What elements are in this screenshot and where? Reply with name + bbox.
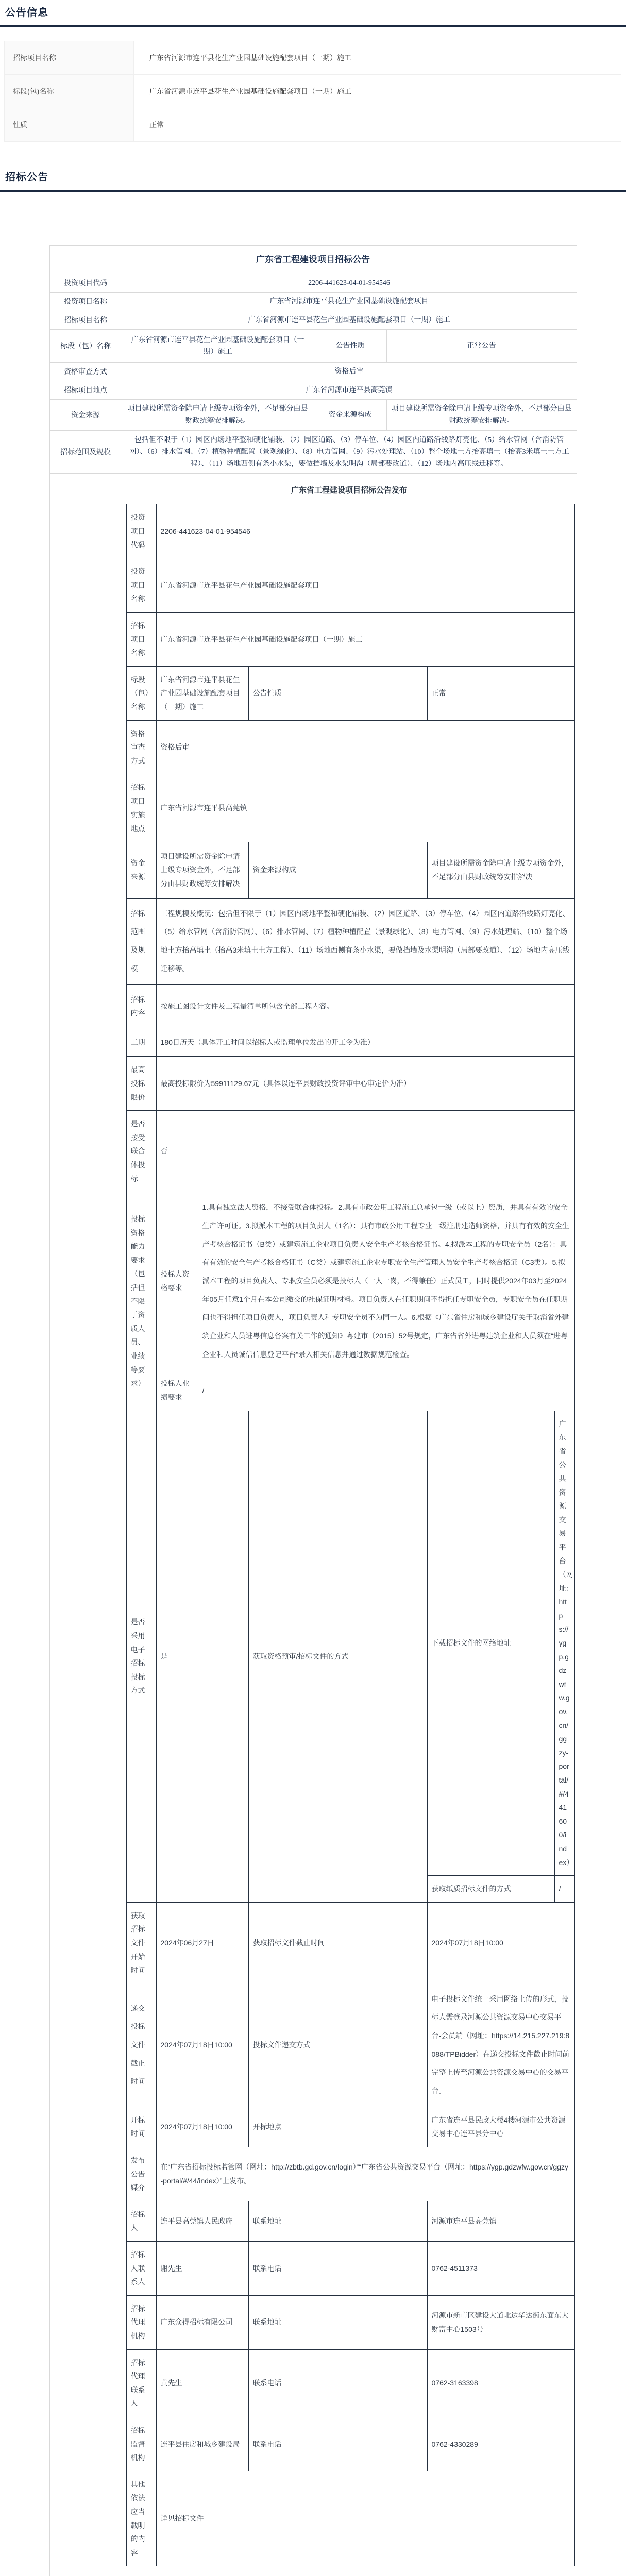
- field-label: 发布公告媒介: [126, 2147, 156, 2201]
- field-label: 递交投标文件截止时间: [126, 1984, 156, 2107]
- table-row: [126, 1028, 574, 1057]
- field-value: 正常公告: [386, 330, 577, 363]
- field-label: [49, 473, 122, 2576]
- doc-access-nested-table: [428, 1411, 574, 1902]
- field-value: 否: [156, 1111, 574, 1192]
- field-value: 项目建设所需资金除申请上级专项资金外，不足部分由县财政统筹安排解决。: [386, 400, 577, 430]
- table-row: [126, 1984, 574, 2107]
- field-label: 获取资格预审/招标文件的方式: [248, 1411, 427, 1902]
- field-label: 招标代理机构: [126, 2295, 156, 2349]
- table-row: [49, 246, 577, 274]
- field-value: 是: [156, 1411, 248, 1902]
- field-label: 招标项目名称: [5, 41, 134, 75]
- published-notice-title: 广东省工程建设项目招标公告发布: [291, 485, 407, 495]
- field-value: 连平县住房和城乡建设局: [156, 2417, 248, 2471]
- published-notice-table: [126, 504, 575, 2566]
- field-value: 项目建设所需资金除申请上级专项资金外，不足部分由县财政统筹安排解决。: [122, 400, 314, 430]
- field-label: 其他依法应当载明的内容: [126, 2471, 156, 2566]
- qualification-requirements-cell: [156, 1192, 574, 1411]
- field-label: 资格审查方式: [126, 720, 156, 774]
- table-row: [126, 666, 574, 720]
- field-label: 投资项目名称: [49, 293, 122, 311]
- field-value: 正常: [427, 666, 574, 720]
- notice-section-heading: 招标公告: [5, 172, 48, 183]
- field-label: 投标人资格要求: [157, 1192, 198, 1370]
- field-label: 投标人业绩要求: [157, 1370, 198, 1411]
- field-label: 标段（包）名称: [49, 330, 122, 363]
- field-label: 招标项目名称: [49, 311, 122, 330]
- field-label: 投资项目代码: [49, 274, 122, 293]
- field-label: 资金来源: [49, 400, 122, 430]
- table-row: [157, 1192, 574, 1370]
- field-value: 2024年07月18日10:00: [156, 2107, 248, 2147]
- info-section-heading: 公告信息: [5, 7, 48, 19]
- field-label: 联系电话: [248, 2349, 427, 2417]
- field-value: 连平县高莞镇人民政府: [156, 2201, 248, 2241]
- section-divider: [0, 190, 626, 192]
- notice-title: 广东省工程建设项目招标公告: [49, 246, 577, 274]
- table-row: [428, 1411, 574, 1876]
- field-label: 联系电话: [248, 2417, 427, 2471]
- field-label: 下载招标文件的网络地址: [428, 1411, 555, 1876]
- qualification-nested-table: [157, 1192, 574, 1410]
- field-label: 是否接受联合体投标: [126, 1111, 156, 1192]
- field-value: 谢先生: [156, 2242, 248, 2296]
- table-row: [49, 330, 577, 363]
- field-label: 招标人联系人: [126, 2242, 156, 2296]
- field-value: 正常: [134, 108, 621, 142]
- field-value: 2024年07月18日10:00: [156, 1984, 248, 2107]
- table-row: [49, 430, 577, 473]
- table-row: [126, 2107, 574, 2147]
- field-label: 招标项目地点: [49, 381, 122, 400]
- field-value: 黄先生: [156, 2349, 248, 2417]
- field-label: 联系地址: [248, 2201, 427, 2241]
- field-label: 资金来源构成: [314, 400, 386, 430]
- table-row: [49, 293, 577, 311]
- field-label: 工期: [126, 1028, 156, 1057]
- field-value: 广东省河源市连平县花生产业园基础设施配套项目（一期）施工: [122, 311, 577, 330]
- table-row: [49, 400, 577, 430]
- table-row: [126, 1057, 574, 1111]
- field-value: 项目建设所需资金除申请上级专项资金外，不足部分由县财政统筹安排解决: [427, 842, 574, 898]
- field-value: 2206-441623-04-01-954546: [122, 274, 577, 293]
- field-label: 获取纸质招标文件的方式: [428, 1876, 555, 1902]
- table-row: [126, 774, 574, 842]
- field-value: 资格后审: [122, 363, 577, 381]
- table-row: [428, 1876, 574, 1902]
- table-row: [126, 2471, 574, 2566]
- field-value: /: [198, 1370, 574, 1411]
- field-label: 获取招标文件开始时间: [126, 1902, 156, 1984]
- table-row: [49, 311, 577, 330]
- announcement-info-table: [4, 41, 621, 142]
- field-value: 180日历天（具体开工时间以招标人或监理单位发出的开工令为准）: [156, 1028, 574, 1057]
- field-value: 广东省河源市连平县花生产业园基础设施配套项目（一期）施工: [134, 75, 621, 108]
- field-value: 河源市连平县高莞镇: [427, 2201, 574, 2241]
- field-label: 招标范围及规模: [126, 898, 156, 985]
- field-label: 公告性质: [248, 666, 427, 720]
- field-value: 广东省河源市连平县花生产业园基础设施配套项目: [156, 558, 574, 613]
- field-label: 获取招标文件截止时间: [248, 1902, 427, 1984]
- table-row: [126, 1411, 574, 1902]
- table-row: [5, 108, 621, 142]
- field-label: 投标文件递交方式: [248, 1984, 427, 2107]
- field-label: 招标范围及规模: [49, 430, 122, 473]
- table-row: [126, 1902, 574, 1984]
- table-row: [126, 1111, 574, 1192]
- table-row: [126, 720, 574, 774]
- field-value: 2024年07月18日10:00: [427, 1902, 574, 1984]
- field-label: 招标监督机构: [126, 2417, 156, 2471]
- field-value: 包括但不限于（1）园区内场地平整和硬化铺装、（2）园区道路、（3）停车位、（4）园区内道路沿线路灯亮化、（5）给水管网（含消防管网）、（6）排水管网、（7）植物种植配置（景观绿化）、（8）电力管网、（9）污水处理站、（10）整个场地土方抬高填土（抬高3米填土土方工程）、（11）场地西侧有条小水渠，要做挡墙及水渠明沟（局部要改道）、（12）场地内高压线迁移等。: [122, 430, 577, 473]
- field-value: 2024年06月27日: [156, 1902, 248, 1984]
- field-value: 广东省连平县民政大楼4楼河源市公共资源交易中心连平县分中心: [427, 2107, 574, 2147]
- field-label: 投资项目名称: [126, 558, 156, 613]
- field-value: 0762-4511373: [427, 2242, 574, 2296]
- field-label: 标段(包)名称: [5, 75, 134, 108]
- field-value: 2206-441623-04-01-954546: [156, 504, 574, 558]
- table-row: [49, 363, 577, 381]
- table-row: [126, 2349, 574, 2417]
- table-row: [126, 2295, 574, 2349]
- field-value: 最高投标限价为59911129.67元（具体以连平县财政投资评审中心审定价为准）: [156, 1057, 574, 1111]
- field-value: 资格后审: [156, 720, 574, 774]
- field-value: 广东省河源市连平县花生产业园基础设施配套项目（一期）施工: [134, 41, 621, 75]
- field-value: /: [554, 1876, 574, 1902]
- field-label: 开标时间: [126, 2107, 156, 2147]
- field-value: 广东省河源市连平县花生产业园基础设施配套项目（一期）施工: [156, 612, 574, 666]
- field-value: 广东省河源市连平县花生产业园基础设施配套项目（一期）施工: [156, 666, 248, 720]
- field-value: 电子投标文件统一采用网络上传的形式，投标人需登录河源公共资源交易中心交易平台-会员端（网址：https://14.215.227.219:8088/TPBidder）在递交投标文件截止时间前完整上传至河源公共资源交易中心的交易平台。: [427, 1984, 574, 2107]
- field-value: 工程规模及概况：包括但不限于（1）园区内场地平整和硬化铺装、（2）园区道路、（3）停车位、（4）园区内道路沿线路灯亮化、（5）给水管网（含消防管网）、（6）排水管网、（7）植物种植配置（景观绿化）、（8）电力管网、（9）污水处理站、（10）整个场地土方抬高填土（抬高3米填土土方工程）、（11）场地西侧有条小水渠，要做挡墙及水渠明沟（局部要改道）、（12）场地内高压线迁移等。: [156, 898, 574, 985]
- field-label: 招标代理联系人: [126, 2349, 156, 2417]
- table-row: [49, 381, 577, 400]
- field-label: 开标地点: [248, 2107, 427, 2147]
- field-label: 招标项目实施地点: [126, 774, 156, 842]
- table-row: [126, 2147, 574, 2201]
- field-label: 资格审查方式: [49, 363, 122, 381]
- field-label: 联系地址: [248, 2295, 427, 2349]
- field-label: 是否采用电子招标投标方式: [126, 1411, 156, 1902]
- field-value: 广东众得招标有限公司: [156, 2295, 248, 2349]
- field-label: 联系电话: [248, 2242, 427, 2296]
- field-label: 最高投标限价: [126, 1057, 156, 1111]
- field-label: 招标内容: [126, 985, 156, 1028]
- table-row: [126, 2417, 574, 2471]
- field-value: 在“广东省招标投标监管网（网址：http://zbtb.gd.gov.cn/login）”“广东省公共资源交易平台（网址：https://ygp.gdzwfw.gov.cn/ggzy-portal/#/44/index）”上发布。: [156, 2147, 574, 2201]
- table-row: [126, 558, 574, 613]
- section-divider: [0, 25, 626, 27]
- field-value: 按施工图设计文件及工程量清单所包含全部工程内容。: [156, 985, 574, 1028]
- table-row: [5, 41, 621, 75]
- field-label: 资金来源: [126, 842, 156, 898]
- table-row: [126, 898, 574, 985]
- field-value: 广东省河源市连平县花生产业园基础设施配套项目: [122, 293, 577, 311]
- tender-notice-table: [49, 245, 577, 2576]
- field-label: 公告性质: [314, 330, 386, 363]
- table-row: [126, 612, 574, 666]
- field-label: 投标资格能力要求（包括但不限于资质人员、业绩等要求）: [126, 1192, 156, 1411]
- table-row: [126, 985, 574, 1028]
- table-row: [5, 75, 621, 108]
- field-value: 广东省河源市连平县高莞镇: [122, 381, 577, 400]
- table-row: [126, 1192, 574, 1411]
- field-label: 招标人: [126, 2201, 156, 2241]
- doc-access-cell: [427, 1411, 574, 1902]
- table-row: [126, 842, 574, 898]
- field-value: 广东省河源市连平县高莞镇: [156, 774, 574, 842]
- field-label: 性质: [5, 108, 134, 142]
- field-value: 广东省河源市连平县花生产业园基础设施配套项目（一期）施工: [122, 330, 314, 363]
- table-row: [126, 2201, 574, 2241]
- field-value: 广东省公共资源交易平台（网址：https://ygp.gdzwfw.gov.cn/ggzy-portal/#/441600/index）: [554, 1411, 574, 1876]
- field-value: 1.具有独立法人资格，不接受联合体投标。2.具有市政公用工程施工总承包一级（或以上）资质，并具有有效的安全生产许可证。3.拟派本工程的项目负责人（1名）：具有市政公用工程专业一级注册建造师资格，并具有有效的安全生产考核合格证书（B类）或建筑施工企业项目负责人安全生产考核合格证书。4.拟派本工程的专职安全员（2名）：具有有效的安全生产考核合格证书（C类）或建筑施工企业专职安全生产管理人员安全生产考核合格证（C3类）。5.拟派本工程的项目负责人、专职安全员必须是投标人（一人一岗，不得兼任）正式员工，同时提供2024年03月至2024年05月任意1个月在本公司缴交的社保证明材料。项目负责人在任职期间不得担任专职安全员，专职安全员在任职期间也不得担任项目负责人，项目负责人和专职安全员不为同一人。6.根据《广东省住房和城乡建设厅关于取消省外建筑企业和人员进粤信息备案有关工作的通知》粤建市〔2015〕52号规定，广东省省外进粤建筑企业和人员须在“进粤企业和人员诚信信息登记平台”录入相关信息并通过数据规范检查。: [198, 1192, 574, 1370]
- field-value: 河源市新市区建设大道北边华达街东面东大财富中心1503号: [427, 2295, 574, 2349]
- table-row: [126, 504, 574, 558]
- field-value: 详见招标文件: [156, 2471, 574, 2566]
- table-row: [126, 2242, 574, 2296]
- field-label: 资金来源构成: [248, 842, 427, 898]
- published-notice-cell: [122, 473, 577, 2576]
- field-label: 招标项目名称: [126, 612, 156, 666]
- field-value: 0762-3163398: [427, 2349, 574, 2417]
- table-row: [49, 274, 577, 293]
- table-row: [157, 1370, 574, 1411]
- field-value: 0762-4330289: [427, 2417, 574, 2471]
- table-row: [49, 473, 577, 2576]
- field-label: 标段（包）名称: [126, 666, 156, 720]
- field-value: 项目建设所需资金除申请上级专项资金外，不足部分由县财政统筹安排解决: [156, 842, 248, 898]
- field-label: 投资项目代码: [126, 504, 156, 558]
